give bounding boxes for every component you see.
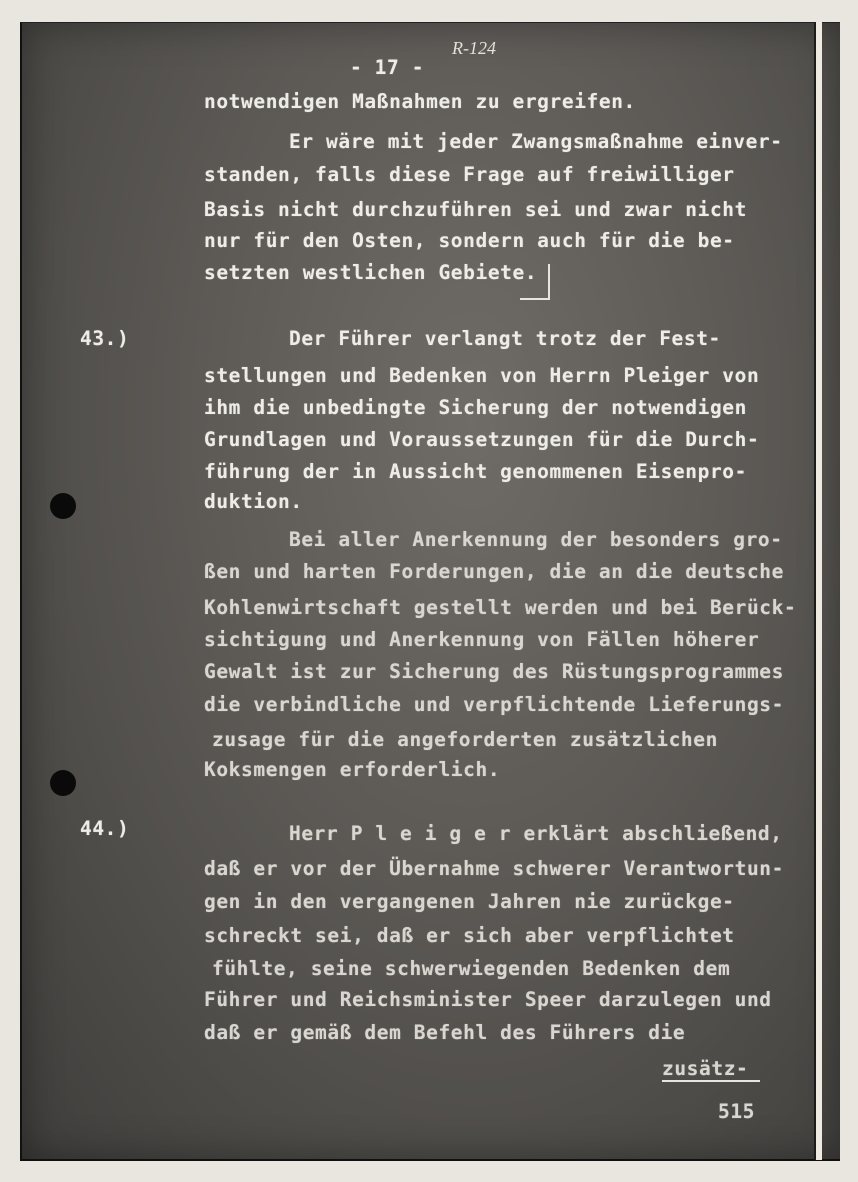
text-line: daß er vor der Übernahme schwerer Verantwortun-	[204, 857, 784, 880]
text-line: Herr P l e i g e r erklärt abschließend,	[289, 822, 783, 845]
text-line: standen, falls diese Frage auf freiwilliger	[204, 163, 735, 186]
text-line: ßen und harten Forderungen, die an die deutsche	[204, 560, 784, 583]
text-line: Bei aller Anerkennung der besonders gro-	[289, 528, 783, 551]
page-number: - 17 -	[350, 56, 425, 79]
text-line: Kohlenwirtschaft gestellt werden und bei Berück-	[204, 596, 797, 619]
footer-page-number: 515	[718, 1100, 756, 1123]
text-line: nur für den Osten, sondern auch für die be-	[204, 229, 735, 252]
text-line: Basis nicht durchzuführen sei und zwar nicht	[204, 198, 747, 221]
paragraph-number: 44.)	[80, 817, 130, 840]
page-edge	[814, 22, 822, 1160]
handwritten-check-stroke	[520, 298, 550, 300]
punch-hole-lower	[50, 770, 76, 796]
text-line: Gewalt ist zur Sicherung des Rüstungsprogrammes	[204, 660, 784, 683]
paragraph-number: 43.)	[80, 327, 130, 350]
catchword-underline	[662, 1080, 760, 1082]
text-line: daß er gemäß dem Befehl des Führers die	[204, 1021, 686, 1044]
text-line: fühlte, seine schwerwiegenden Bedenken dem	[212, 957, 731, 980]
text-line: stellungen und Bedenken von Herrn Pleiger von	[204, 364, 760, 387]
text-line: ihm die unbedingte Sicherung der notwendigen	[204, 396, 747, 419]
text-line: gen in den vergangenen Jahren nie zurückge-	[204, 890, 735, 913]
text-line: Er wäre mit jeder Zwangsmaßnahme einver-	[289, 130, 783, 153]
text-line: die verbindliche und verpflichtende Lieferungs-	[204, 693, 784, 716]
text-line: Grundlagen und Voraussetzungen für die Durch-	[204, 428, 760, 451]
text-line: Der Führer verlangt trotz der Fest-	[289, 327, 721, 350]
handwritten-reference: R-124	[452, 38, 496, 58]
handwritten-check-mark	[548, 264, 550, 300]
text-line: zusage für die angeforderten zusätzlichen	[212, 728, 718, 751]
text-line: schreckt sei, daß er sich aber verpflichtet	[204, 924, 735, 947]
text-line: notwendigen Maßnahmen zu ergreifen.	[204, 90, 636, 113]
text-line: setzten westlichen Gebiete.	[204, 261, 538, 284]
text-line: Koksmengen erforderlich.	[204, 758, 501, 781]
punch-hole-upper	[50, 493, 76, 519]
text-line: Führer und Reichsminister Speer darzulegen und	[204, 988, 772, 1011]
catchword: zusätz-	[662, 1057, 749, 1080]
text-line: führung der in Aussicht genommenen Eisenpro-	[204, 460, 747, 483]
text-line: duktion.	[204, 490, 303, 513]
text-line: sichtigung und Anerkennung von Fällen höherer	[204, 628, 760, 651]
